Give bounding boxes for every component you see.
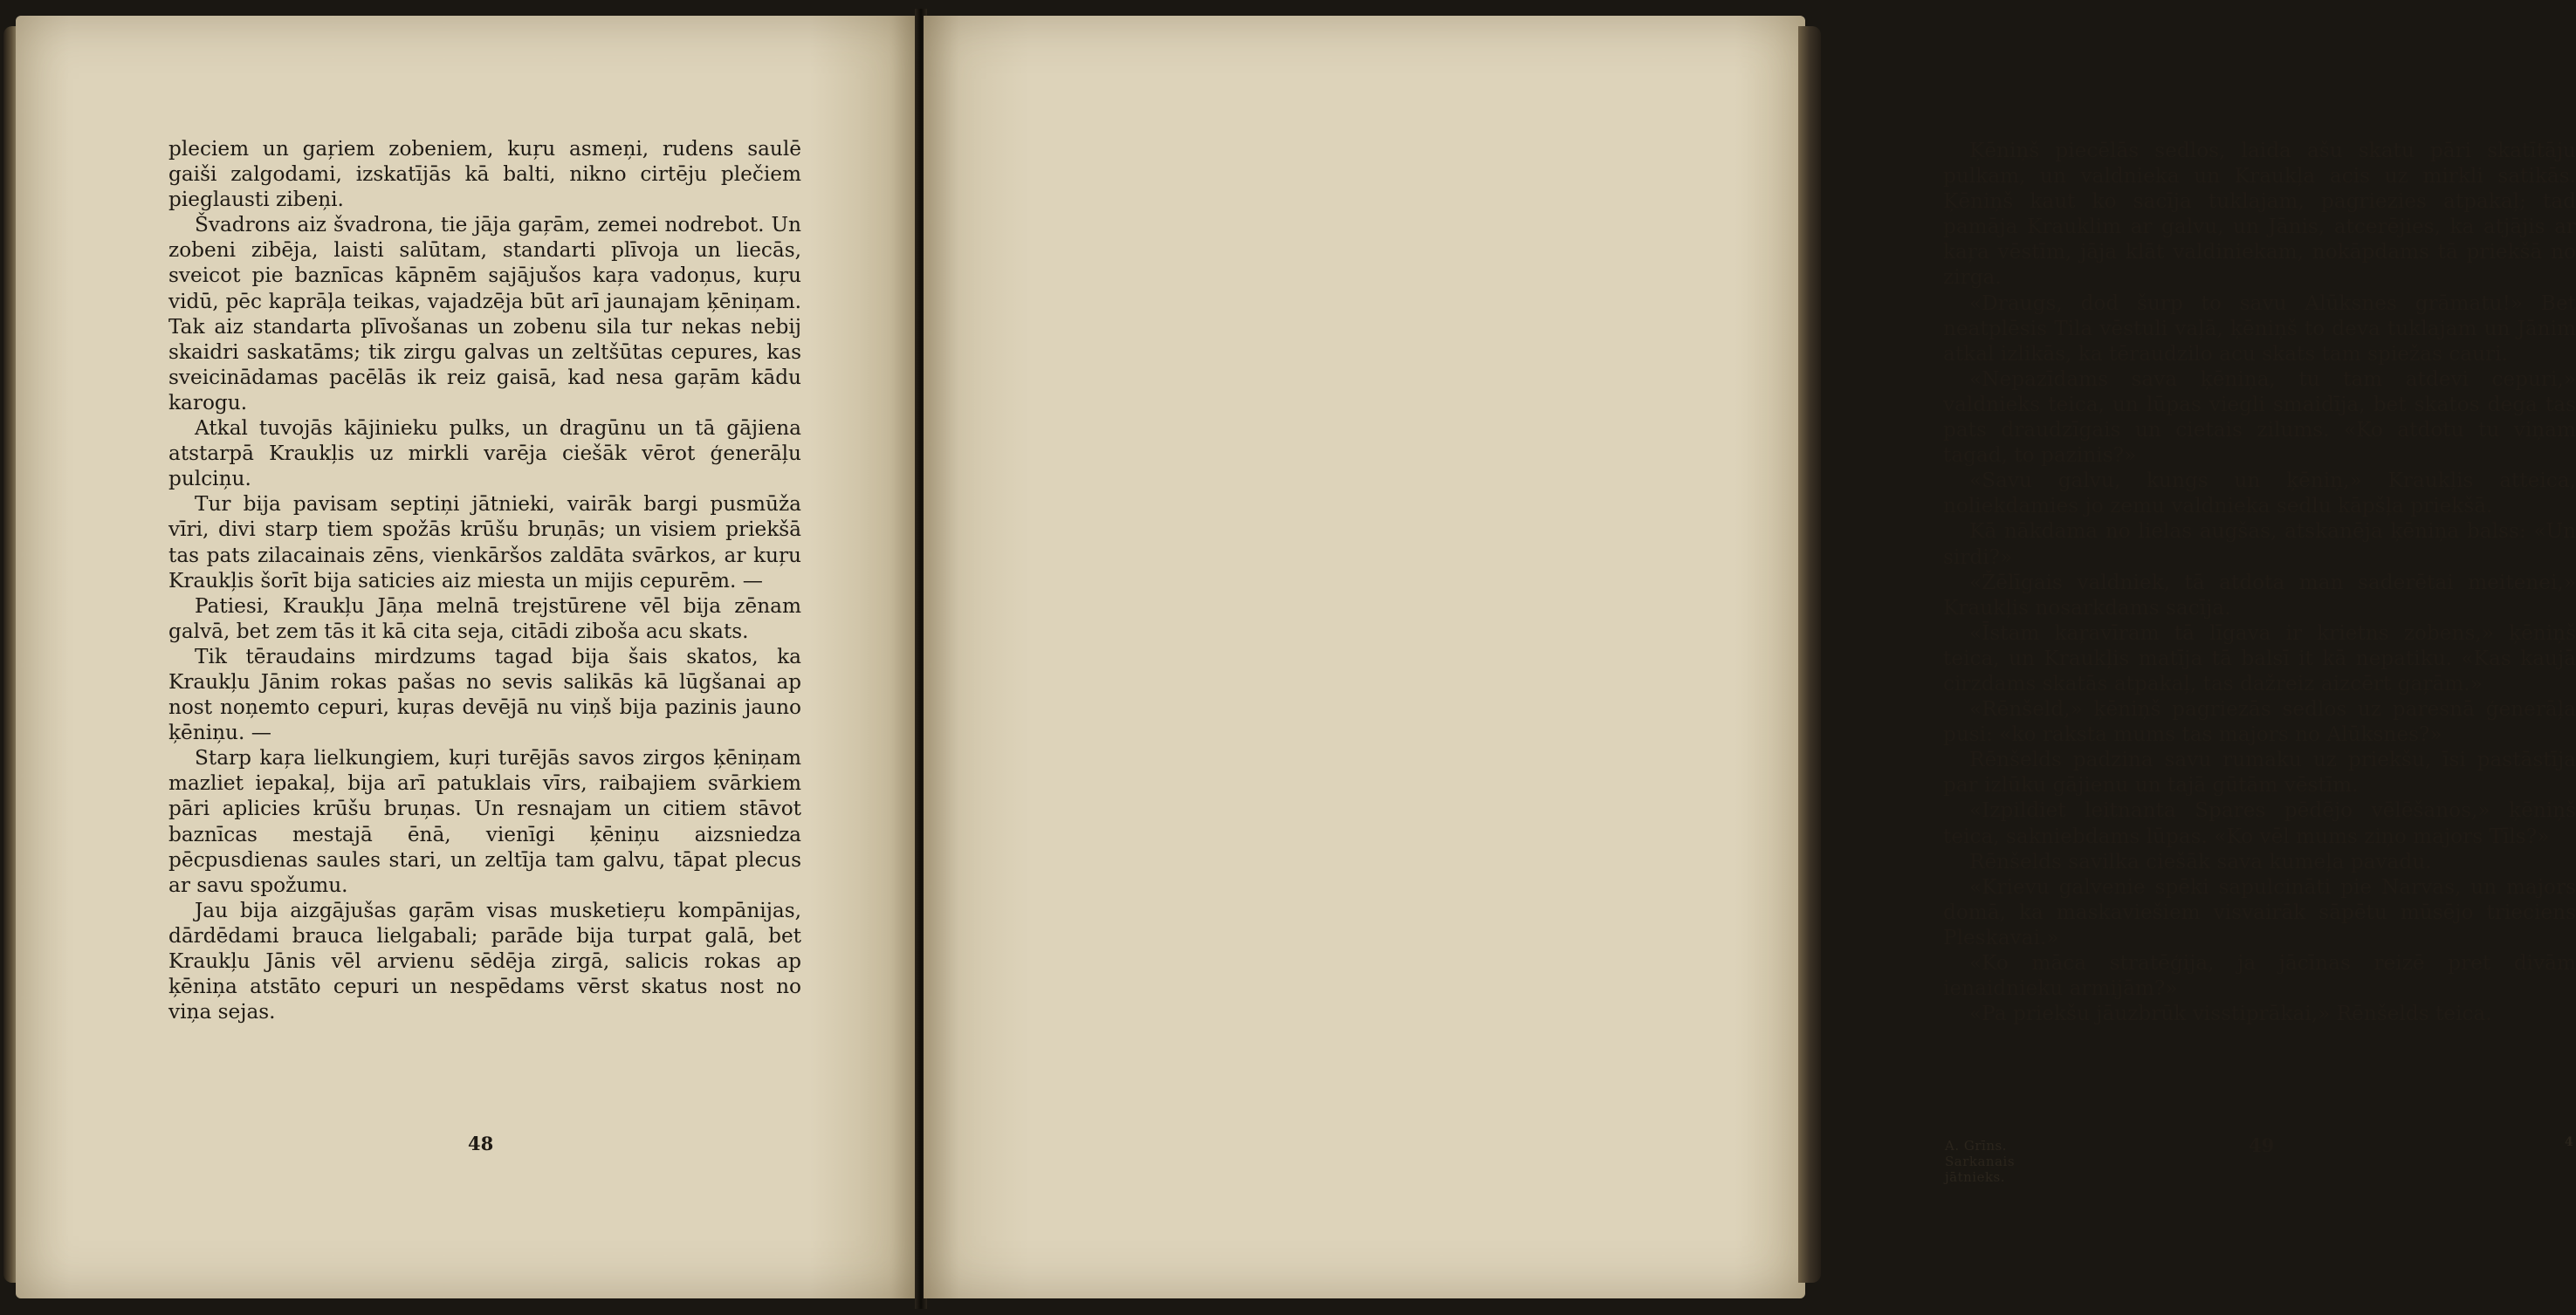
left-paragraph-2: Švadrons aiz švadrona, tie jāja gaŗām, zemei nodrebot. Un zobeni zibēja, laisti salūtam, standarti plīvoja un liecās, sveicot pie baznīcas kāpnēm sajājušos kaŗa vadoņus, kuŗu vidū, pēc kaprāļa teikas, vajadzēja būt arī jaunajam ķēniņam. Tak aiz standarta plīvošanas un zobenu sila tur nekas nebij skaidri saskatāms; tik zirgu galvas un zeltšūtas cepures, kas sveicinādamas pacēlās ik reiz gaisā, kad nesa gaŗām kādu karogu. [168, 213, 801, 414]
right-paragraph-3: «Nepazīdams sava ķēniņa, tu tam atdevi cepuri,» valdnieks teica, un lūpas viegli smaidīja, bet skatos dega tas pats draudzīgais un cietais zilums. «Ko atdotu tu viņam tagad, to pazinis?» [1943, 366, 2576, 468]
right-paragraph-10: «Izpildiet leitnanta Spares pēdējo vēlēšanos,» ķēniņš teica, sakniebdams lūpas. «Ko vēl mums ziņo majors Tīls?» [1943, 798, 2576, 848]
right-page [924, 16, 2576, 1298]
left-page-text [168, 136, 801, 1024]
right-paragraph-1: Ķēniņš piecēlās sedlos, laida ašu skatu pāri skatītāju pulkam, un valdnieka un Kraukļa acis uz mirkli satikās. Ķēniņš kaut ko sacīja tuklajam, pagriezies atpakaļ; tad pamāja Krauklim ar galvu, un Jānis, atcerējies, ka atjājis ar kaŗa vēstīm, jāja klāt valdiniekam, nokāpdams tā priekšā no zirga. [1943, 139, 2576, 290]
right-paragraph-8: «Rēnšeld,» ķēniņš pagriezās sedlos uz paresnā ģenerāļa pusi: «ko raksta mums tas majors no Alūksnes?» [1943, 697, 2576, 747]
book-signature-line: A. Grīns. Sarkanais jātnieks. [1945, 1138, 2016, 1185]
right-paragraph-14: «Pa priekšu jāuzbrūk visstiprākai,» Rēnšelds teica. [1969, 1002, 2492, 1026]
left-paragraph-3: Atkal tuvojās kājinieku pulks, un dragūnu un tā gājiena atstarpā Kraukļis uz mirkli varēja ciešāk vērot ģenerāļu pulciņu. [168, 416, 801, 491]
right-paragraph-12: «Krievu galvenie spēki sapulcināti pie Narvas, un majors domā, ka maskaviešiem visvairāk sāpētu mūsējo trieciens Pleskavai.» [1943, 874, 2576, 949]
left-paragraph-8: Jau bija aizgājušas gaŗām visas musketieŗu kompānijas, dārdēdami brauca lielgabali; parāde bija turpat galā, bet Kraukļu Jānis vēl arvienu sēdēja zirgā, salicis rokas ap ķēniņa atstāto cepuri un nespēdams vērst skatus nost no viņa sejas. [168, 898, 801, 1024]
right-page-edges [1798, 26, 1821, 1283]
left-paragraph-5: Patiesi, Kraukļu Jāņa melnā trejstūrene vēl bija zēnam galvā, bet zem tās it kā cita seja, citādi ziboša acu skats. [168, 593, 801, 643]
left-paragraph-4: Tur bija pavisam septiņi jātnieki, vairāk bargi pusmūža vīri, divi starp tiem spožās krūšu bruņās; un visiem priekšā tas pats zilacainais zēns, vienkāršos zaldāta svārkos, ar kuŗu Kraukļis šorīt bija saticies aiz miesta un mijis cepurēm. — [168, 492, 801, 592]
left-paragraph-7: Starp kaŗa lielkungiem, kuŗi turējās savos zirgos ķēniņam mazliet iepakaļ, bija arī patuklais vīrs, raibajiem svārkiem pāri aplicies krūšu bruņas. Un resnajam un citiem stāvot baznīcas mestajā ēnā, vienīgi ķēniņu aizsniedza pēcpusdienas saules stari, un zeltīja tam galvu, tāpat plecus ar savu spožumu. [168, 746, 801, 897]
right-paragraph-5: Kā nākdama no lielas augšas, atskanēja ķēniņa balss: «Un sirdi?» [1943, 519, 2576, 569]
left-page-number: 48 [468, 1133, 494, 1154]
right-paragraph-4: «Savu galvu, kungs un ķēniņ,» Kraukļis atteica, noliekdamies jo zemu valdnieka sedlu kāpšļa priekšā. [1943, 469, 2576, 518]
right-page-text [1943, 138, 2576, 1026]
left-paragraph-1: pleciem un gaŗiem zobeniem, kuŗu asmeņi, rudens saulē gaiši zalgodami, izskatījās kā balti, nikno cirtēju plečiem pieglausti zibeņi. [168, 137, 801, 212]
right-page-number: 49 [2249, 1134, 2275, 1156]
right-paragraph-11: Rēnšelds savilka ciešāk sava kumeļa pavadu. [1969, 849, 2432, 873]
left-page [16, 16, 918, 1298]
printer-sheet-number: 4 [2565, 1135, 2573, 1149]
right-paragraph-2: «Draugs, dod šurp to savu Alūksnes grāmatu!» Bet neatplēsis Tila vēstuli vaļā, ķēniņš to deva tuklajam un Jānim atkal izlikās, ka tēraudzilo acu skats tam spiežas cauri. [1943, 291, 2576, 366]
right-paragraph-7: «Īstam kaŗavīram tā līgava ir krietns zobens,» ķēniņš teica, un Kraukļis matīja tā balsī it kā nepatiku. «Kas kaujā cirzdams skatās atpakaļ, tas dažreiz aizcērt gaŗām.» [1943, 620, 2576, 695]
right-paragraph-9: Rēnšelds padzina savu rumaku uz priekšu, īsi pastāstīja par izlūku gājienu un tajā gūtām vēstīm. [1943, 748, 2576, 798]
left-paragraph-6: Tik tēraudains mirdzums tagad bija šais skatos, ka Kraukļu Jānim rokas pašas no sevis salikās kā lūgšanai ap nost noņemto cepuri, kuŗas devējā nu viņš bija pazinis jauno ķēniņu. — [168, 644, 801, 745]
right-paragraph-6: «Žēlīgais valdniek, tā atdota man saderētai meitenei,» Kraukļis nosarkdams sacīja. [1943, 570, 2576, 620]
right-paragraph-13: «Ko māca stratēģija, ja jācīnas reizē pret divām ienaidnieku armijām?» [1943, 951, 2576, 1001]
